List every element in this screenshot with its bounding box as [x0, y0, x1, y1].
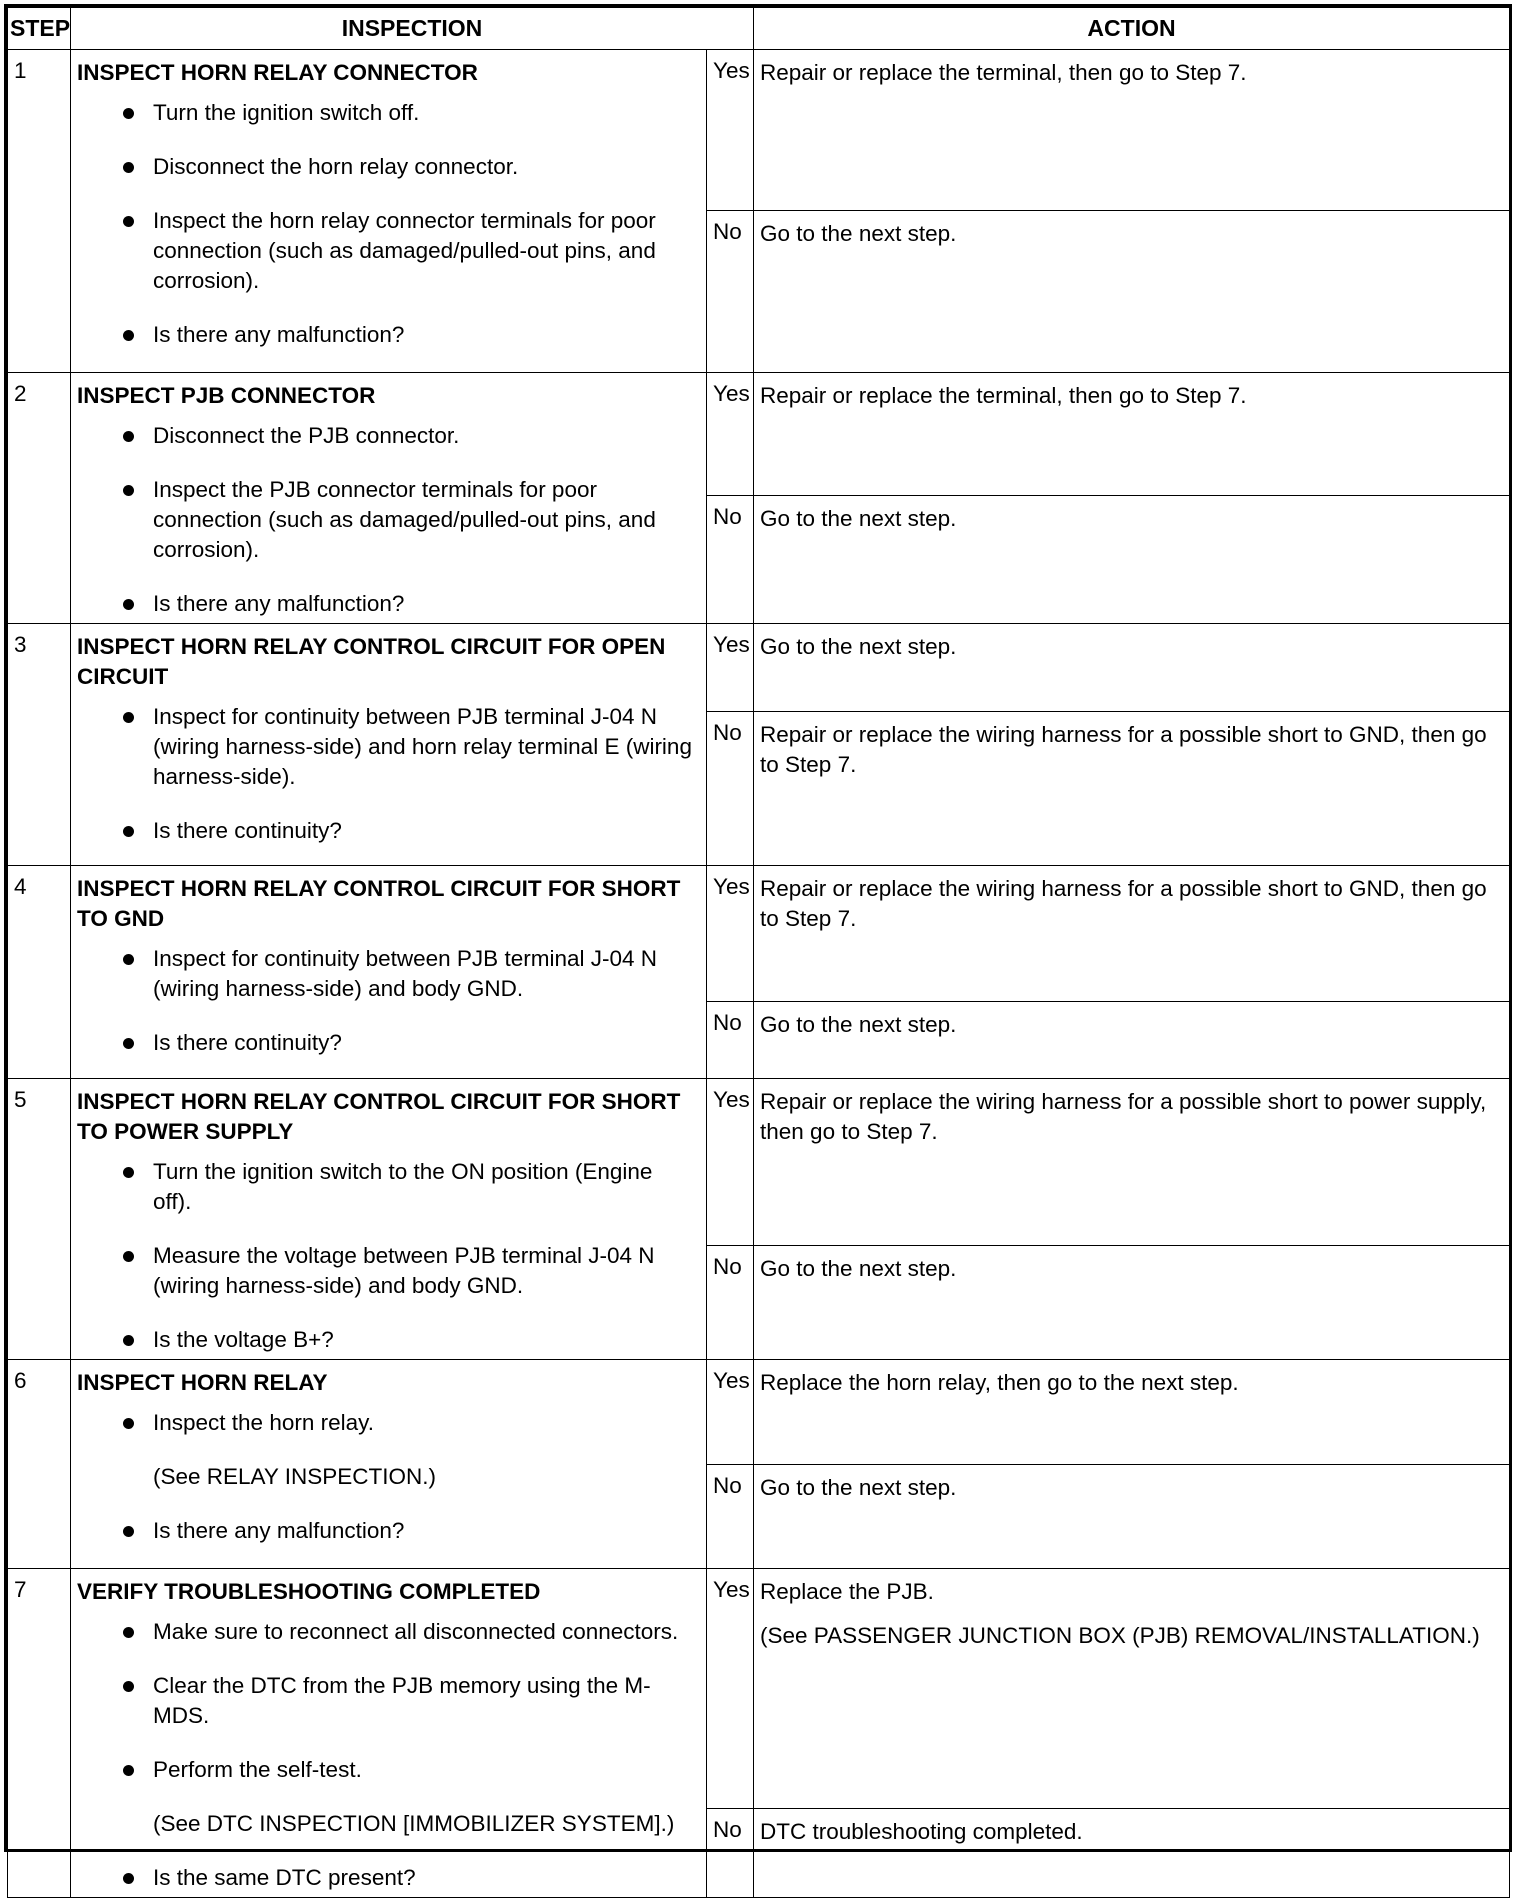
- list-item: Is there any malfunction?: [77, 589, 696, 619]
- troubleshooting-document: [4, 4, 1512, 1890]
- bullet-icon: [123, 216, 134, 227]
- step-number: 5: [8, 1079, 71, 1360]
- inspection-list: [77, 944, 696, 1058]
- yes-label: Yes: [707, 1079, 754, 1246]
- step-number: 6: [8, 1360, 71, 1569]
- action-column-header: ACTION: [754, 8, 1510, 50]
- bullet-icon: [123, 1627, 134, 1638]
- yes-action: Go to the next step.: [754, 624, 1510, 712]
- bullet-icon: [123, 1873, 134, 1884]
- step-row-6-yes: [8, 1360, 1510, 1465]
- bullet-icon: [123, 1526, 134, 1537]
- bullet-icon: [123, 599, 134, 610]
- step-title: INSPECT HORN RELAY CONTROL CIRCUIT FOR SHORT TO GND: [77, 876, 681, 931]
- bullet-icon: [123, 954, 134, 965]
- no-label: No: [707, 712, 754, 866]
- yes-action: Replace the PJB. (See PASSENGER JUNCTION BOX (PJB) REMOVAL/INSTALLATION.): [754, 1569, 1510, 1809]
- step-number: 1: [8, 50, 71, 373]
- list-item: Is the voltage B+?: [77, 1325, 696, 1355]
- inspection-list: [77, 98, 696, 350]
- step-inspection: [71, 373, 707, 624]
- inspection-column-header: INSPECTION: [71, 8, 754, 50]
- list-item: Perform the self-test. (See DTC INSPECTION [IMMOBILIZER SYSTEM].): [77, 1755, 696, 1839]
- list-item: Inspect the PJB connector terminals for poor connection (such as damaged/pulled-out pins, and corrosion).: [77, 475, 696, 565]
- step-row-7-yes: [8, 1569, 1510, 1809]
- list-item: Is the same DTC present?: [77, 1863, 696, 1893]
- bullet-icon: [123, 712, 134, 723]
- step-column-header: STEP: [8, 8, 71, 50]
- step-row-2-yes: [8, 373, 1510, 496]
- list-item: Is there any malfunction?: [77, 1516, 696, 1546]
- step-number: 2: [8, 373, 71, 624]
- no-action: DTC troubleshooting completed.: [754, 1809, 1510, 1898]
- step-title: INSPECT HORN RELAY CONNECTOR: [77, 60, 478, 85]
- yes-label: Yes: [707, 373, 754, 496]
- bullet-icon: [123, 108, 134, 119]
- bullet-icon: [123, 826, 134, 837]
- yes-action: Repair or replace the wiring harness for a possible short to power supply, then go to Step 7.: [754, 1079, 1510, 1246]
- no-label: No: [707, 1465, 754, 1569]
- no-action: Go to the next step.: [754, 496, 1510, 624]
- no-action: Go to the next step.: [754, 211, 1510, 373]
- step-inspection: [71, 1360, 707, 1569]
- list-item: Inspect the horn relay. (See RELAY INSPECTION.): [77, 1408, 696, 1492]
- step-inspection: [71, 866, 707, 1079]
- list-item: Is there any malfunction?: [77, 320, 696, 350]
- step-number: 7: [8, 1569, 71, 1898]
- yes-label: Yes: [707, 624, 754, 712]
- step-row-4-yes: [8, 866, 1510, 1002]
- bullet-icon: [123, 1681, 134, 1692]
- step-inspection: [71, 624, 707, 866]
- step-row-3-yes: [8, 624, 1510, 712]
- yes-label: Yes: [707, 1360, 754, 1465]
- list-item: Make sure to reconnect all disconnected connectors.: [77, 1617, 696, 1647]
- list-item: Disconnect the PJB connector.: [77, 421, 696, 451]
- no-action: Go to the next step.: [754, 1245, 1510, 1359]
- reference-note: (See RELAY INSPECTION.): [153, 1464, 436, 1489]
- bullet-icon: [123, 1335, 134, 1346]
- step-number: 4: [8, 866, 71, 1079]
- no-action: Repair or replace the wiring harness for a possible short to GND, then go to Step 7.: [754, 712, 1510, 866]
- no-label: No: [707, 211, 754, 373]
- yes-label: Yes: [707, 866, 754, 1002]
- step-title: VERIFY TROUBLESHOOTING COMPLETED: [77, 1579, 541, 1604]
- step-row-5-yes: [8, 1079, 1510, 1246]
- bullet-icon: [123, 485, 134, 496]
- inspection-list: [77, 1157, 696, 1355]
- list-item: Clear the DTC from the PJB memory using the M-MDS.: [77, 1671, 696, 1731]
- no-action: Go to the next step.: [754, 1465, 1510, 1569]
- step-row-1-yes: [8, 50, 1510, 211]
- reference-note: (See DTC INSPECTION [IMMOBILIZER SYSTEM].): [153, 1811, 675, 1836]
- table-header-row: [8, 8, 1510, 50]
- bullet-icon: [123, 1418, 134, 1429]
- no-label: No: [707, 496, 754, 624]
- bullet-icon: [123, 1167, 134, 1178]
- inspection-list: [77, 1408, 696, 1546]
- step-inspection: [71, 50, 707, 373]
- reference-note: (See PASSENGER JUNCTION BOX (PJB) REMOVAL/INSTALLATION.): [760, 1623, 1480, 1648]
- no-action: Go to the next step.: [754, 1002, 1510, 1079]
- bullet-icon: [123, 1038, 134, 1049]
- list-item: Disconnect the horn relay connector.: [77, 152, 696, 182]
- step-title: INSPECT HORN RELAY CONTROL CIRCUIT FOR OPEN CIRCUIT: [77, 634, 666, 689]
- step-title: INSPECT PJB CONNECTOR: [77, 383, 376, 408]
- yes-action: Repair or replace the terminal, then go to Step 7.: [754, 373, 1510, 496]
- bullet-icon: [123, 431, 134, 442]
- bullet-icon: [123, 330, 134, 341]
- list-item: Is there continuity?: [77, 1028, 696, 1058]
- no-label: No: [707, 1245, 754, 1359]
- list-item: Inspect the horn relay connector terminals for poor connection (such as damaged/pulled-out pins, and corrosion).: [77, 206, 696, 296]
- inspection-list: [77, 421, 696, 619]
- step-inspection: [71, 1079, 707, 1360]
- no-label: No: [707, 1002, 754, 1079]
- yes-action: Repair or replace the terminal, then go to Step 7.: [754, 50, 1510, 211]
- yes-label: Yes: [707, 1569, 754, 1809]
- troubleshooting-table: [7, 7, 1510, 1898]
- inspection-list: [77, 702, 696, 846]
- step-inspection: [71, 1569, 707, 1898]
- no-label: No: [707, 1809, 754, 1898]
- list-item: Turn the ignition switch to the ON position (Engine off).: [77, 1157, 696, 1217]
- inspection-list: [77, 1617, 696, 1893]
- yes-label: Yes: [707, 50, 754, 211]
- list-item: Measure the voltage between PJB terminal J-04 N (wiring harness-side) and body GND.: [77, 1241, 696, 1301]
- yes-action: Replace the horn relay, then go to the next step.: [754, 1360, 1510, 1465]
- list-item: Is there continuity?: [77, 816, 696, 846]
- step-title: INSPECT HORN RELAY: [77, 1370, 328, 1395]
- list-item: Inspect for continuity between PJB terminal J-04 N (wiring harness-side) and horn relay terminal E (wiring harness-side).: [77, 702, 696, 792]
- list-item: Inspect for continuity between PJB terminal J-04 N (wiring harness-side) and body GND.: [77, 944, 696, 1004]
- bullet-icon: [123, 1765, 134, 1776]
- step-title: INSPECT HORN RELAY CONTROL CIRCUIT FOR SHORT TO POWER SUPPLY: [77, 1089, 681, 1144]
- list-item: Turn the ignition switch off.: [77, 98, 696, 128]
- step-number: 3: [8, 624, 71, 866]
- yes-action: Repair or replace the wiring harness for a possible short to GND, then go to Step 7.: [754, 866, 1510, 1002]
- bullet-icon: [123, 162, 134, 173]
- bullet-icon: [123, 1251, 134, 1262]
